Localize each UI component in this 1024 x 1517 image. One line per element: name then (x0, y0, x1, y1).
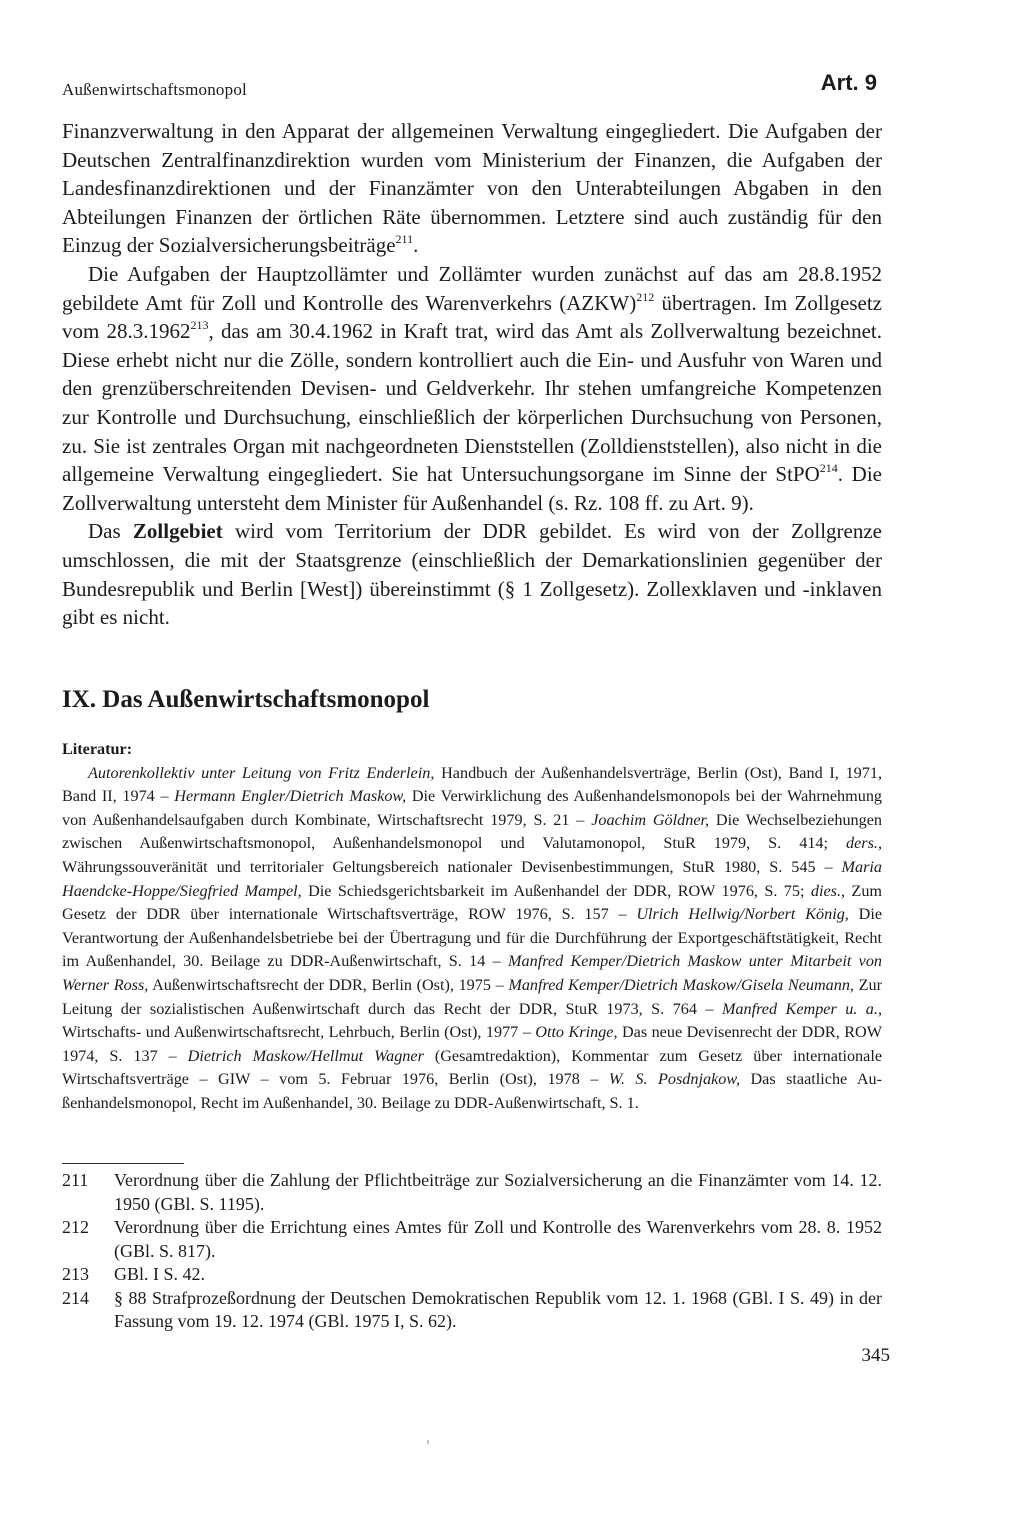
footnote-text: § 88 Strafprozeßordnung der Deutschen Demokratischen Republik vom 12. 1. 1968 (GBl. I S. 49) in der Fassung vom 19. 12. 1974 (GBl. 1975 I, S. 62). (114, 1287, 882, 1331)
paragraph-3-text-a: Das (88, 519, 133, 544)
literature-title: Die Wechselbeziehungen zwischen Außenwirtschaftsmonopol, Außenhandelsmonopol und Valutamonopol, StuR 1979, S. 414; (62, 810, 883, 853)
literature-title: Zum Gesetz der DDR über internationale Wirtschaftsverträge, ROW 1976, S. 157 – (62, 881, 883, 924)
literature-title: Zur Leitung der sozialistischen Außenwirtschaft durch das Recht der DDR, StuR 1973, S. 764 – (62, 975, 882, 1018)
literature-title: Wirtschafts- und Außenwirtschaftsrecht, Lehrbuch, Berlin (Ost), 1977 – (62, 1023, 536, 1042)
scan-speck (427, 1440, 429, 1444)
paragraph-1 (62, 117, 882, 260)
footnote-number: 212 (62, 1217, 89, 1237)
footnote-number: 211 (62, 1170, 89, 1190)
literature-author: Maria Haendcke-Hoppe/Siegfried Mampel, (62, 857, 882, 900)
literature-author: Autorenkollektiv unter Leitung von Fritz Enderlein, (88, 763, 435, 782)
paragraph-1-end: . (413, 233, 419, 258)
literature-author: Hermann Engler/Dietrich Maskow, (174, 787, 407, 806)
body-text (62, 117, 882, 632)
literature-title: Das staatliche Außenhandelsmonopol, Recht im Außenhandel, 30. Beilage zu DDR-Außenwirtschaft, S. 1. (62, 1070, 883, 1112)
paragraph-1-text: Finanzverwaltung in den Apparat der allgemeinen Verwaltung eingegliedert. Die Aufgaben der Deutschen Zentralfinanzdirektion wurden vom Ministerium der Finanzen, die Aufgaben der Landesfinanzdirektionen und der Finanzämter von den Unterabteilungen Abgaben in den Abteilungen Finanzen der örtlichen Räte übernommen. Letztere sind auch zuständig für den Einzug der Sozialversicherungsbeiträge (62, 119, 882, 258)
footnote-number: 214 (62, 1287, 89, 1308)
literature-author: Manfred Kemper u. a., (721, 999, 882, 1018)
article-reference: Art. 9 (820, 70, 877, 95)
literature-author: dies., (810, 881, 846, 900)
footnote-213 (62, 1263, 882, 1287)
paragraph-2 (62, 260, 882, 517)
footnote-ref-211: 211 (395, 232, 414, 247)
literature-title: Das neue Devisenrecht der DDR, ROW 1974, S. 137 – (62, 1023, 882, 1065)
literature-author: Joachim Göldner, (591, 810, 710, 829)
footnote-ref-212: 212 (636, 289, 655, 304)
footnote-text: Verordnung über die Errichtung eines Amtes für Zoll und Kontrolle des Warenverkehrs vom 28. 8. 1952 (GBl. S. 817). (114, 1217, 882, 1261)
paragraph-2-text-c: , das am 30.4.1962 in Kraft trat, wird das Amt als Zollverwaltung bezeichnet. Diese erhebt nicht nur die Zölle, sondern kontrolliert auch die Ein- und Ausfuhr von Waren und den grenzüberschreitenden Devisen- und Geldverkehr. Ihr stehen umfangreiche Kompetenzen zur Kontrolle und Durchsuchung, einschließlich der körperlichen Durchsuchung von Personen, zu. Sie ist zentrales Organ mit nachgeordneten Dienststellen (Zolldienststellen), also nicht in die allgemeine Verwaltung eingegliedert. Sie hat Untersuchungsorgane im Sinne der StPO (62, 319, 882, 487)
literature-author: Otto Kringe, (535, 1023, 618, 1042)
paragraph-2-text-d: . Die Zollverwaltung untersteht dem Minister für Außenhandel (s. Rz. 108 ff. zu Art. 9). (62, 462, 882, 515)
footnote-list (62, 1169, 882, 1334)
literature-title: Handbuch der Außenhandelsverträge, Berlin (Ost), Band I, 1971, Band II, 1974 – (62, 763, 882, 806)
footnote-text: Verordnung über die Zahlung der Pflichtbeiträge zur Sozialversicherung an die Finanzämter vom 14. 12. 1950 (GBl. S. 1195). (114, 1170, 882, 1214)
paragraph-2-text-b: übertragen. Im Zollgesetz vom 28.3.1962 (62, 290, 883, 344)
paragraph-2-text-a: Die Aufgaben der Hauptzollämter und Zollämter wurden zunächst auf das am 28.8.1952 gebildete Amt für Zoll und Kontrolle des Warenverkehrs (AZKW) (62, 261, 882, 315)
footnote-212 (62, 1216, 882, 1263)
literature-label: Literatur: (62, 740, 133, 758)
literature-title: Währungssouveränität und territorialer Geltungsbereich nationaler Devisenbestimmungen, StuR 1980, S. 545 – (62, 857, 842, 876)
literature-author: Manfred Kemper/Dietrich Maskow/Gisela Neumann, (508, 975, 854, 994)
footnote-ref-214: 214 (819, 461, 838, 476)
page-number: 345 (861, 1345, 890, 1366)
paragraph-3 (62, 517, 882, 631)
literature-author: Manfred Kemper/Dietrich Maskow unter Mitarbeit von Werner Ross, (62, 952, 883, 994)
literature-title: Die Schiedsgerichtsbarkeit im Außenhandel der DDR, ROW 1976, S. 75; (301, 881, 811, 900)
footnote-number: 213 (62, 1264, 89, 1284)
literature-block (62, 738, 882, 1116)
literature-author: W. S. Posdnjakow, (608, 1070, 740, 1089)
footnote-ref-213: 213 (190, 318, 209, 333)
literature-title: (Gesamtredaktion), Kommentar zum Gesetz über internationale Wirtschaftsverträge – GIW – vom 5. Februar 1976, Berlin (Ost), 1978 – (62, 1046, 882, 1089)
literature-author: Ulrich Hellwig/Norbert König, (636, 905, 849, 924)
footnote-211 (62, 1169, 882, 1216)
section-heading: IX. Das Außenwirtschaftsmonopol (62, 686, 430, 713)
literature-references (62, 762, 882, 1116)
literature-author: ders., (846, 834, 882, 853)
running-title: Außenwirtschaftsmonopol (62, 80, 247, 99)
paragraph-3-text-b: wird vom Territorium der DDR gebildet. Es wird von der Zollgrenze umschlossen, die mit der Staatsgrenze (einschließlich der Demarkationslinien gegenüber der Bundesrepublik und Berlin [West]) übereinstimmt (§ 1 Zollgesetz). Zollexklaven und -inklaven gibt es nicht. (62, 519, 882, 630)
literature-author: Dietrich Maskow/Hellmut Wagner (187, 1046, 424, 1065)
literature-title: Die Verwirklichung des Außenhandelsmonopols bei der Wahrnehmung von Außenhandelsaufgaben durch Kombinate, Wirtschaftsrecht 1979, S. 21 – (62, 787, 883, 829)
literature-title: Die Verantwortung der Außenhandelsbetriebe bei der Übertragung und für die Durchführung der Exportgeschäftstätigkeit, Recht im Außenhandel, 30. Beilage zu DDR-Außenwirtschaft, S. 14 – (62, 905, 883, 971)
footnote-214 (62, 1287, 882, 1334)
footnote-divider (62, 1163, 184, 1164)
paragraph-3-bold-term: Zollgebiet (132, 519, 223, 544)
footnote-text: GBl. I S. 42. (114, 1264, 206, 1284)
literature-title: Außenwirtschaftsrecht der DDR, Berlin (Ost), 1975 – (148, 975, 509, 994)
